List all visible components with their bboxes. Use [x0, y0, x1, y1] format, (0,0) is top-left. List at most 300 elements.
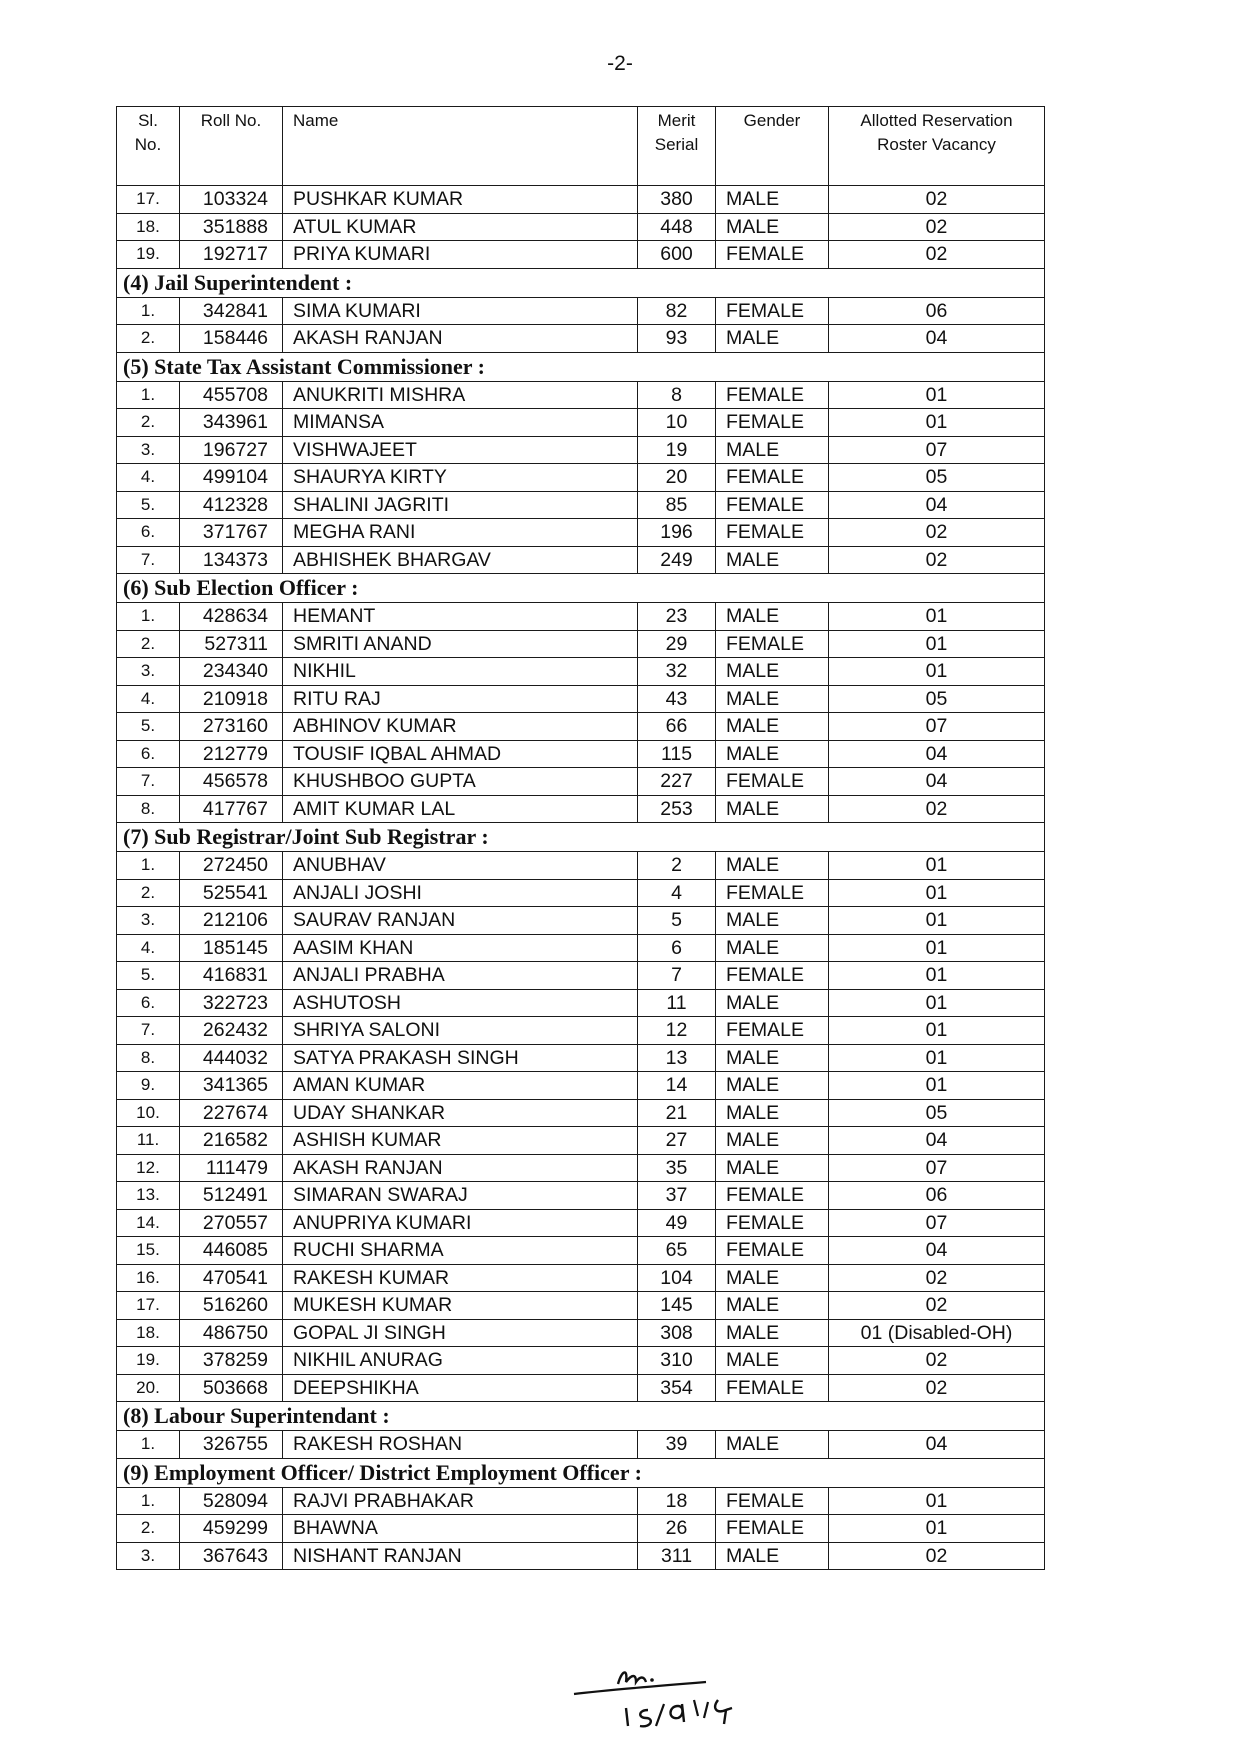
table-row — [117, 1209, 1045, 1237]
row-roll-no: 192717 — [180, 241, 283, 269]
row-roll-no: 262432 — [180, 1017, 283, 1045]
row-merit-serial: 227 — [638, 768, 716, 796]
row-merit-serial: 65 — [638, 1237, 716, 1265]
row-gender: FEMALE — [716, 381, 829, 409]
row-vacancy: 05 — [829, 464, 1045, 492]
table-row — [117, 713, 1045, 741]
row-sl-no: 1. — [117, 1487, 180, 1515]
row-gender: FEMALE — [716, 879, 829, 907]
row-sl-no: 7. — [117, 768, 180, 796]
row-sl-no: 7. — [117, 546, 180, 574]
row-gender: MALE — [716, 1431, 829, 1459]
row-vacancy: 01 — [829, 989, 1045, 1017]
row-name: ABHISHEK BHARGAV — [283, 546, 638, 574]
row-roll-no: 412328 — [180, 491, 283, 519]
row-gender: MALE — [716, 1319, 829, 1347]
row-vacancy: 02 — [829, 1347, 1045, 1375]
row-roll-no: 270557 — [180, 1209, 283, 1237]
section-heading-row — [117, 574, 1045, 603]
row-merit-serial: 104 — [638, 1264, 716, 1292]
table-row — [117, 546, 1045, 574]
row-merit-serial: 82 — [638, 297, 716, 325]
row-roll-no: 512491 — [180, 1182, 283, 1210]
row-name: ANUKRITI MISHRA — [283, 381, 638, 409]
row-name: KHUSHBOO GUPTA — [283, 768, 638, 796]
row-name: ATUL KUMAR — [283, 213, 638, 241]
table-row — [117, 795, 1045, 823]
table-row — [117, 1515, 1045, 1543]
row-gender: MALE — [716, 1072, 829, 1100]
row-name: HEMANT — [283, 603, 638, 631]
row-name: NIKHIL ANURAG — [283, 1347, 638, 1375]
row-sl-no: 20. — [117, 1374, 180, 1402]
row-roll-no: 417767 — [180, 795, 283, 823]
row-vacancy: 01 — [829, 934, 1045, 962]
row-sl-no: 3. — [117, 1542, 180, 1570]
row-vacancy: 01 — [829, 603, 1045, 631]
section-heading: (7) Sub Registrar/Joint Sub Registrar : — [117, 823, 1045, 852]
row-sl-no: 19. — [117, 241, 180, 269]
row-roll-no: 103324 — [180, 186, 283, 214]
section-heading-row — [117, 352, 1045, 381]
row-vacancy: 01 — [829, 907, 1045, 935]
row-merit-serial: 311 — [638, 1542, 716, 1570]
table-row — [117, 879, 1045, 907]
row-gender: MALE — [716, 685, 829, 713]
table-row — [117, 325, 1045, 353]
row-roll-no: 111479 — [180, 1154, 283, 1182]
row-name: AMIT KUMAR LAL — [283, 795, 638, 823]
row-gender: MALE — [716, 1154, 829, 1182]
row-sl-no: 13. — [117, 1182, 180, 1210]
row-name: RAKESH ROSHAN — [283, 1431, 638, 1459]
row-merit-serial: 12 — [638, 1017, 716, 1045]
section-heading-row — [117, 268, 1045, 297]
row-sl-no: 7. — [117, 1017, 180, 1045]
table-row — [117, 603, 1045, 631]
section-heading: (4) Jail Superintendent : — [117, 268, 1045, 297]
row-roll-no: 185145 — [180, 934, 283, 962]
table-row — [117, 464, 1045, 492]
row-roll-no: 446085 — [180, 1237, 283, 1265]
row-gender: FEMALE — [716, 630, 829, 658]
row-gender: MALE — [716, 795, 829, 823]
row-gender: FEMALE — [716, 962, 829, 990]
table-row — [117, 213, 1045, 241]
row-merit-serial: 249 — [638, 546, 716, 574]
row-gender: MALE — [716, 989, 829, 1017]
row-gender: MALE — [716, 1264, 829, 1292]
row-name: NIKHIL — [283, 658, 638, 686]
row-name: SIMARAN SWARAJ — [283, 1182, 638, 1210]
row-sl-no: 1. — [117, 852, 180, 880]
header-sl-no: Sl. No. — [117, 107, 180, 186]
row-vacancy: 01 — [829, 1044, 1045, 1072]
table-row — [117, 989, 1045, 1017]
table-row — [117, 768, 1045, 796]
row-vacancy: 02 — [829, 519, 1045, 547]
row-merit-serial: 29 — [638, 630, 716, 658]
row-merit-serial: 7 — [638, 962, 716, 990]
table-row — [117, 381, 1045, 409]
row-sl-no: 2. — [117, 325, 180, 353]
row-vacancy: 02 — [829, 795, 1045, 823]
header-row — [117, 107, 1045, 186]
table-row — [117, 436, 1045, 464]
row-vacancy: 07 — [829, 436, 1045, 464]
row-name: MEGHA RANI — [283, 519, 638, 547]
row-vacancy: 04 — [829, 1237, 1045, 1265]
row-sl-no: 1. — [117, 1431, 180, 1459]
table-row — [117, 1542, 1045, 1570]
row-merit-serial: 5 — [638, 907, 716, 935]
table-row — [117, 1487, 1045, 1515]
row-sl-no: 6. — [117, 519, 180, 547]
row-name: AKASH RANJAN — [283, 1154, 638, 1182]
row-sl-no: 9. — [117, 1072, 180, 1100]
table-row — [117, 491, 1045, 519]
row-name: ASHISH KUMAR — [283, 1127, 638, 1155]
row-name: SHRIYA SALONI — [283, 1017, 638, 1045]
row-gender: MALE — [716, 713, 829, 741]
row-name: AKASH RANJAN — [283, 325, 638, 353]
row-name: GOPAL JI SINGH — [283, 1319, 638, 1347]
table-row — [117, 1182, 1045, 1210]
section-heading-row — [117, 1458, 1045, 1487]
row-sl-no: 2. — [117, 630, 180, 658]
row-roll-no: 516260 — [180, 1292, 283, 1320]
row-gender: FEMALE — [716, 1515, 829, 1543]
row-roll-no: 351888 — [180, 213, 283, 241]
row-sl-no: 12. — [117, 1154, 180, 1182]
table-header — [117, 107, 1045, 186]
row-gender: FEMALE — [716, 1237, 829, 1265]
row-merit-serial: 66 — [638, 713, 716, 741]
row-sl-no: 1. — [117, 297, 180, 325]
row-vacancy: 02 — [829, 213, 1045, 241]
row-roll-no: 134373 — [180, 546, 283, 574]
row-merit-serial: 93 — [638, 325, 716, 353]
table-row — [117, 1374, 1045, 1402]
row-roll-no: 342841 — [180, 297, 283, 325]
row-merit-serial: 2 — [638, 852, 716, 880]
row-vacancy: 01 — [829, 1072, 1045, 1100]
table-row — [117, 658, 1045, 686]
row-vacancy: 02 — [829, 1292, 1045, 1320]
row-vacancy: 05 — [829, 685, 1045, 713]
row-name: MIMANSA — [283, 409, 638, 437]
table-row — [117, 297, 1045, 325]
row-sl-no: 5. — [117, 713, 180, 741]
row-vacancy: 05 — [829, 1099, 1045, 1127]
section-heading-row — [117, 1402, 1045, 1431]
row-merit-serial: 49 — [638, 1209, 716, 1237]
row-sl-no: 5. — [117, 962, 180, 990]
row-gender: FEMALE — [716, 297, 829, 325]
row-roll-no: 456578 — [180, 768, 283, 796]
row-sl-no: 17. — [117, 1292, 180, 1320]
row-name: DEEPSHIKHA — [283, 1374, 638, 1402]
row-name: RUCHI SHARMA — [283, 1237, 638, 1265]
table-row — [117, 1044, 1045, 1072]
section-heading: (5) State Tax Assistant Commissioner : — [117, 352, 1045, 381]
section-heading: (9) Employment Officer/ District Employment Officer : — [117, 1458, 1045, 1487]
row-roll-no: 367643 — [180, 1542, 283, 1570]
row-sl-no: 6. — [117, 740, 180, 768]
row-merit-serial: 354 — [638, 1374, 716, 1402]
row-merit-serial: 20 — [638, 464, 716, 492]
row-merit-serial: 13 — [638, 1044, 716, 1072]
row-roll-no: 216582 — [180, 1127, 283, 1155]
row-merit-serial: 23 — [638, 603, 716, 631]
row-merit-serial: 4 — [638, 879, 716, 907]
section-heading-row — [117, 823, 1045, 852]
row-gender: FEMALE — [716, 519, 829, 547]
row-merit-serial: 600 — [638, 241, 716, 269]
row-merit-serial: 11 — [638, 989, 716, 1017]
table-row — [117, 1237, 1045, 1265]
row-sl-no: 2. — [117, 1515, 180, 1543]
row-vacancy: 01 — [829, 658, 1045, 686]
row-roll-no: 212106 — [180, 907, 283, 935]
row-vacancy: 02 — [829, 241, 1045, 269]
row-sl-no: 17. — [117, 186, 180, 214]
row-vacancy: 04 — [829, 1431, 1045, 1459]
row-name: PUSHKAR KUMAR — [283, 186, 638, 214]
row-gender: MALE — [716, 1099, 829, 1127]
row-merit-serial: 380 — [638, 186, 716, 214]
row-name: ASHUTOSH — [283, 989, 638, 1017]
row-sl-no: 10. — [117, 1099, 180, 1127]
row-roll-no: 272450 — [180, 852, 283, 880]
row-vacancy: 02 — [829, 1264, 1045, 1292]
row-name: UDAY SHANKAR — [283, 1099, 638, 1127]
row-vacancy: 02 — [829, 1374, 1045, 1402]
row-gender: FEMALE — [716, 491, 829, 519]
row-sl-no: 16. — [117, 1264, 180, 1292]
row-merit-serial: 21 — [638, 1099, 716, 1127]
row-sl-no: 15. — [117, 1237, 180, 1265]
row-sl-no: 18. — [117, 1319, 180, 1347]
row-vacancy: 06 — [829, 297, 1045, 325]
row-name: ANJALI PRABHA — [283, 962, 638, 990]
header-merit-serial: Merit Serial — [638, 107, 716, 186]
row-vacancy: 01 — [829, 1487, 1045, 1515]
row-merit-serial: 32 — [638, 658, 716, 686]
row-merit-serial: 196 — [638, 519, 716, 547]
table-row — [117, 962, 1045, 990]
row-gender: MALE — [716, 740, 829, 768]
table-row — [117, 1017, 1045, 1045]
row-merit-serial: 19 — [638, 436, 716, 464]
row-sl-no: 18. — [117, 213, 180, 241]
row-merit-serial: 6 — [638, 934, 716, 962]
row-name: RAJVI PRABHAKAR — [283, 1487, 638, 1515]
row-merit-serial: 253 — [638, 795, 716, 823]
table-row — [117, 685, 1045, 713]
row-sl-no: 1. — [117, 381, 180, 409]
row-merit-serial: 85 — [638, 491, 716, 519]
header-vacancy: Allotted Reservation Roster Vacancy — [829, 107, 1045, 186]
row-merit-serial: 26 — [638, 1515, 716, 1543]
table-row — [117, 241, 1045, 269]
header-roll-no: Roll No. — [180, 107, 283, 186]
row-roll-no: 326755 — [180, 1431, 283, 1459]
row-vacancy: 06 — [829, 1182, 1045, 1210]
table-row — [117, 519, 1045, 547]
row-sl-no: 14. — [117, 1209, 180, 1237]
row-vacancy: 01 (Disabled-OH) — [829, 1319, 1045, 1347]
row-sl-no: 8. — [117, 795, 180, 823]
row-merit-serial: 145 — [638, 1292, 716, 1320]
row-sl-no: 4. — [117, 934, 180, 962]
row-roll-no: 234340 — [180, 658, 283, 686]
row-name: PRIYA KUMARI — [283, 241, 638, 269]
row-sl-no: 8. — [117, 1044, 180, 1072]
row-gender: FEMALE — [716, 768, 829, 796]
table-row — [117, 1347, 1045, 1375]
row-name: SMRITI ANAND — [283, 630, 638, 658]
row-vacancy: 04 — [829, 325, 1045, 353]
row-roll-no: 525541 — [180, 879, 283, 907]
table-row — [117, 934, 1045, 962]
row-name: BHAWNA — [283, 1515, 638, 1543]
row-vacancy: 02 — [829, 1542, 1045, 1570]
row-gender: MALE — [716, 1044, 829, 1072]
row-roll-no: 378259 — [180, 1347, 283, 1375]
row-roll-no: 527311 — [180, 630, 283, 658]
row-merit-serial: 8 — [638, 381, 716, 409]
table-row — [117, 1319, 1045, 1347]
row-merit-serial: 37 — [638, 1182, 716, 1210]
row-roll-no: 428634 — [180, 603, 283, 631]
table-row — [117, 740, 1045, 768]
row-name: ANUBHAV — [283, 852, 638, 880]
row-merit-serial: 35 — [638, 1154, 716, 1182]
row-gender: MALE — [716, 546, 829, 574]
row-sl-no: 19. — [117, 1347, 180, 1375]
row-vacancy: 04 — [829, 1127, 1045, 1155]
row-roll-no: 503668 — [180, 1374, 283, 1402]
row-vacancy: 01 — [829, 962, 1045, 990]
table-body — [117, 186, 1045, 1570]
row-gender: MALE — [716, 658, 829, 686]
row-merit-serial: 115 — [638, 740, 716, 768]
row-vacancy: 02 — [829, 546, 1045, 574]
table-row — [117, 186, 1045, 214]
row-vacancy: 01 — [829, 879, 1045, 907]
row-vacancy: 01 — [829, 409, 1045, 437]
row-name: SHAURYA KIRTY — [283, 464, 638, 492]
table-row — [117, 409, 1045, 437]
row-vacancy: 01 — [829, 852, 1045, 880]
row-name: SHALINI JAGRITI — [283, 491, 638, 519]
row-sl-no: 5. — [117, 491, 180, 519]
section-heading: (8) Labour Superintendant : — [117, 1402, 1045, 1431]
row-roll-no: 444032 — [180, 1044, 283, 1072]
row-sl-no: 3. — [117, 907, 180, 935]
row-roll-no: 227674 — [180, 1099, 283, 1127]
row-gender: MALE — [716, 1347, 829, 1375]
row-merit-serial: 14 — [638, 1072, 716, 1100]
row-roll-no: 371767 — [180, 519, 283, 547]
table-row — [117, 852, 1045, 880]
row-sl-no: 3. — [117, 658, 180, 686]
row-gender: FEMALE — [716, 1182, 829, 1210]
row-roll-no: 210918 — [180, 685, 283, 713]
row-vacancy: 01 — [829, 381, 1045, 409]
row-name: AMAN KUMAR — [283, 1072, 638, 1100]
table-row — [117, 1099, 1045, 1127]
row-roll-no: 470541 — [180, 1264, 283, 1292]
row-name: ABHINOV KUMAR — [283, 713, 638, 741]
row-gender: MALE — [716, 1542, 829, 1570]
row-roll-no: 416831 — [180, 962, 283, 990]
row-gender: FEMALE — [716, 1017, 829, 1045]
row-roll-no: 499104 — [180, 464, 283, 492]
row-roll-no: 528094 — [180, 1487, 283, 1515]
row-roll-no: 343961 — [180, 409, 283, 437]
row-roll-no: 273160 — [180, 713, 283, 741]
row-vacancy: 04 — [829, 491, 1045, 519]
row-sl-no: 1. — [117, 603, 180, 631]
row-merit-serial: 308 — [638, 1319, 716, 1347]
row-name: NISHANT RANJAN — [283, 1542, 638, 1570]
row-roll-no: 341365 — [180, 1072, 283, 1100]
row-merit-serial: 448 — [638, 213, 716, 241]
table-row — [117, 1292, 1045, 1320]
row-name: VISHWAJEET — [283, 436, 638, 464]
row-vacancy: 04 — [829, 768, 1045, 796]
row-vacancy: 01 — [829, 1017, 1045, 1045]
row-gender: MALE — [716, 603, 829, 631]
row-gender: MALE — [716, 934, 829, 962]
table-row — [117, 1431, 1045, 1459]
row-vacancy: 04 — [829, 740, 1045, 768]
row-gender: FEMALE — [716, 1209, 829, 1237]
row-merit-serial: 310 — [638, 1347, 716, 1375]
row-vacancy: 01 — [829, 630, 1045, 658]
row-name: RAKESH KUMAR — [283, 1264, 638, 1292]
row-merit-serial: 27 — [638, 1127, 716, 1155]
row-gender: MALE — [716, 1127, 829, 1155]
row-gender: FEMALE — [716, 1487, 829, 1515]
row-gender: MALE — [716, 436, 829, 464]
table-row — [117, 907, 1045, 935]
row-roll-no: 455708 — [180, 381, 283, 409]
row-gender: MALE — [716, 186, 829, 214]
result-table — [116, 106, 1045, 1570]
row-vacancy: 07 — [829, 1209, 1045, 1237]
table-row — [117, 1264, 1045, 1292]
row-merit-serial: 10 — [638, 409, 716, 437]
header-gender: Gender — [716, 107, 829, 186]
row-roll-no: 158446 — [180, 325, 283, 353]
row-gender: FEMALE — [716, 241, 829, 269]
table-row — [117, 1154, 1045, 1182]
row-sl-no: 2. — [117, 879, 180, 907]
row-vacancy: 02 — [829, 186, 1045, 214]
row-sl-no: 3. — [117, 436, 180, 464]
table-row — [117, 630, 1045, 658]
row-gender: MALE — [716, 213, 829, 241]
row-gender: FEMALE — [716, 464, 829, 492]
row-gender: MALE — [716, 907, 829, 935]
row-merit-serial: 39 — [638, 1431, 716, 1459]
row-gender: MALE — [716, 852, 829, 880]
row-sl-no: 11. — [117, 1127, 180, 1155]
table-row — [117, 1072, 1045, 1100]
